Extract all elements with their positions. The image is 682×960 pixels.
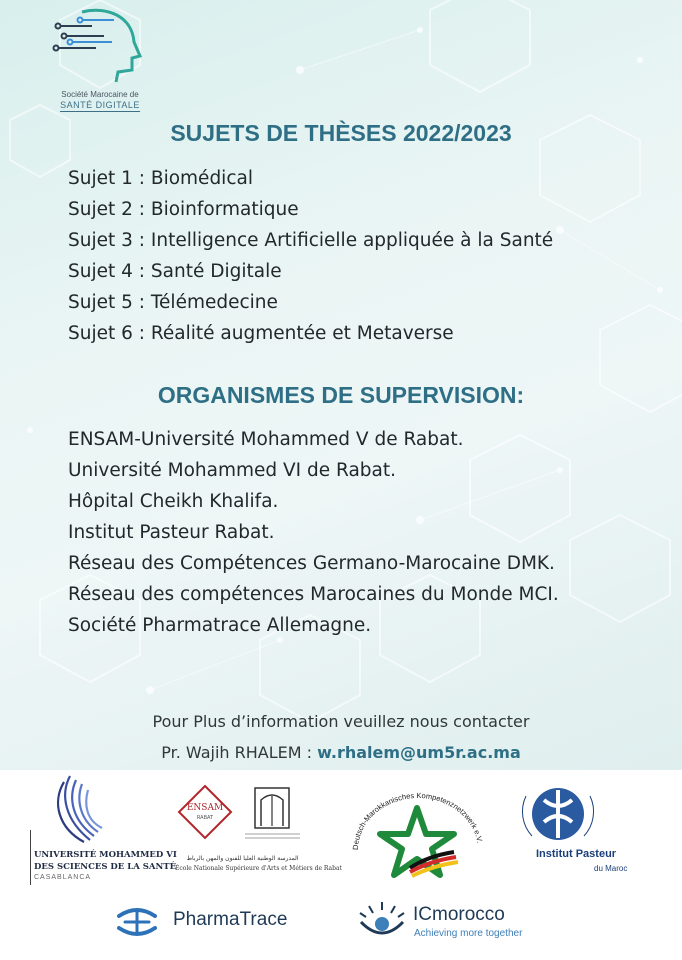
ensam-caption-ar: المدرسة الوطنية العليا للفنون والمهن بالرباط (186, 855, 299, 862)
contact-person (0, 743, 682, 762)
partner-logos (0, 770, 682, 960)
organisms-list (68, 424, 559, 641)
subjects-list (68, 163, 553, 349)
list-item: Hôpital Cheikh Khalifa. (68, 491, 279, 512)
list-item: Sujet 3 : Intelligence Artificielle appliquée à la Santé (68, 230, 554, 251)
um6ss-line-1: UNIVERSITÉ MOHAMMED VI (34, 850, 177, 860)
contact-line: Pour Plus d’information veuillez nous contacter (152, 712, 530, 731)
list-item: Société Pharmatrace Allemagne. (68, 615, 372, 636)
section-title: ORGANISMES DE SUPERVISION: (157, 382, 525, 408)
ensam-emblem-icon (175, 782, 310, 854)
smsd-logo (50, 6, 150, 116)
ensam-caption-fr: École Nationale Supérieure d'Arts et Métiers de Rabat (175, 865, 342, 872)
list-item: Sujet 4 : Santé Digitale (68, 261, 282, 282)
divider (30, 830, 31, 885)
logo-line-1: Société Marocaine de (61, 90, 139, 99)
list-item: Sujet 2 : Bioinformatique (68, 199, 299, 220)
pasteur-name: Institut Pasteur (536, 848, 617, 860)
list-item: Institut Pasteur Rabat. (68, 522, 275, 543)
list-item: Université Mohammed VI de Rabat. (68, 460, 397, 481)
icmorocco-name: ICmorocco (413, 904, 505, 925)
ensam-logo (175, 782, 342, 882)
list-item: Sujet 5 : Télémedecine (68, 292, 278, 313)
um6ss-line-2: DES SCIENCES DE LA SANTÉ (34, 862, 177, 872)
um6ss-logo (30, 770, 177, 885)
logo-line-2: SANTÉ DIGITALE (60, 100, 140, 110)
pasteur-emblem-icon (518, 782, 643, 848)
brain-circuit-icon (52, 6, 148, 86)
pharmatrace-icon (115, 900, 159, 944)
dmk-arc-text: Deutsch-Marokkanisches Kompetenznetzwerk e.V. (350, 790, 485, 851)
ensam-badge-text: ENSAM (186, 803, 224, 813)
email-link[interactable]: w.rhalem@um5r.ac.ma (317, 743, 521, 762)
ensam-badge-sub: RABAT (196, 815, 214, 821)
page-title: SUJETS DE THÈSES 2022/2023 (170, 120, 512, 146)
icmorocco-logo (355, 898, 555, 948)
pharmatrace-logo (115, 900, 325, 944)
list-item: Sujet 6 : Réalité augmentée et Metaverse (68, 323, 454, 344)
list-item: ENSAM-Université Mohammed V de Rabat. (68, 429, 464, 450)
icmorocco-eye-icon (355, 898, 409, 946)
dmk-logo (350, 790, 485, 880)
um6ss-emblem-icon (30, 770, 130, 848)
contact-name: Pr. Wajih RHALEM : (161, 743, 318, 762)
svg-text:Deutsch-Marokkanisches Kompete (351, 791, 484, 850)
list-item: Réseau des compétences Marocaines du Monde MCI. (68, 584, 559, 605)
dmk-star-icon (350, 790, 485, 880)
list-item: Réseau des Compétences Germano-Marocaine DMK. (68, 553, 555, 574)
pharmatrace-name: PharmaTrace (173, 909, 288, 930)
icmorocco-tagline: Achieving more together (414, 928, 523, 939)
list-item: Sujet 1 : Biomédical (68, 168, 253, 189)
institut-pasteur-logo (518, 782, 643, 877)
um6ss-line-3: CASABLANCA (34, 874, 92, 881)
pasteur-sub: du Maroc (594, 864, 628, 873)
